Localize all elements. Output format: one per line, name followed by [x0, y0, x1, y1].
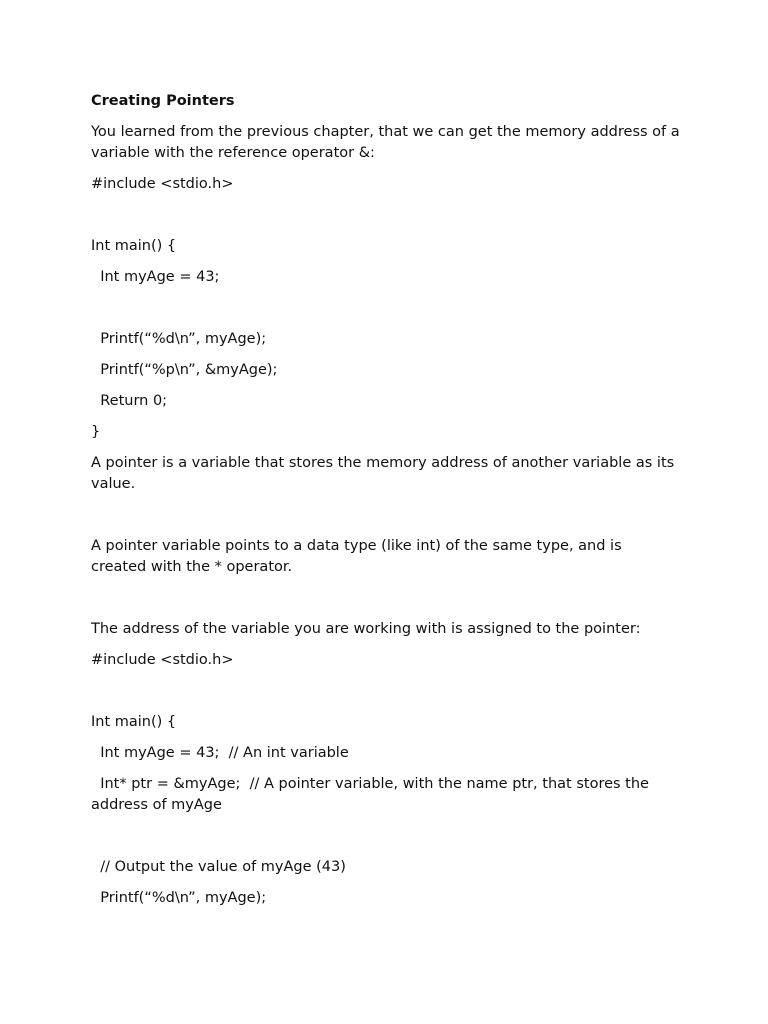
code-line: Printf(“%d\n”, myAge);	[91, 890, 267, 906]
paragraph-pointer-assign: The address of the variable you are working with is assigned to the pointer:	[91, 621, 641, 637]
code-line: Int main() {	[91, 238, 177, 254]
document-heading: Creating Pointers	[91, 93, 235, 109]
code-line: Int* ptr = &myAge; // A pointer variable, with the name ptr, that stores the address of myAge	[91, 776, 654, 813]
code-line: Int main() {	[91, 714, 177, 730]
code-line: #include <stdio.h>	[91, 176, 234, 192]
code-line: #include <stdio.h>	[91, 652, 234, 668]
code-line: Return 0;	[91, 393, 168, 409]
code-line: Int myAge = 43;	[91, 269, 220, 285]
paragraph-intro: You learned from the previous chapter, that we can get the memory address of a variable with the reference operator &:	[91, 124, 685, 161]
code-line: Printf(“%p\n”, &myAge);	[91, 362, 278, 378]
paragraph-pointer-definition: A pointer is a variable that stores the memory address of another variable as its value.	[91, 455, 679, 492]
code-line: Printf(“%d\n”, myAge);	[91, 331, 267, 347]
code-line: }	[91, 424, 101, 440]
code-line: Int myAge = 43; // An int variable	[91, 745, 349, 761]
paragraph-pointer-type: A pointer variable points to a data type (like int) of the same type, and is created with the * operator.	[91, 538, 627, 575]
code-line: // Output the value of myAge (43)	[91, 859, 346, 875]
